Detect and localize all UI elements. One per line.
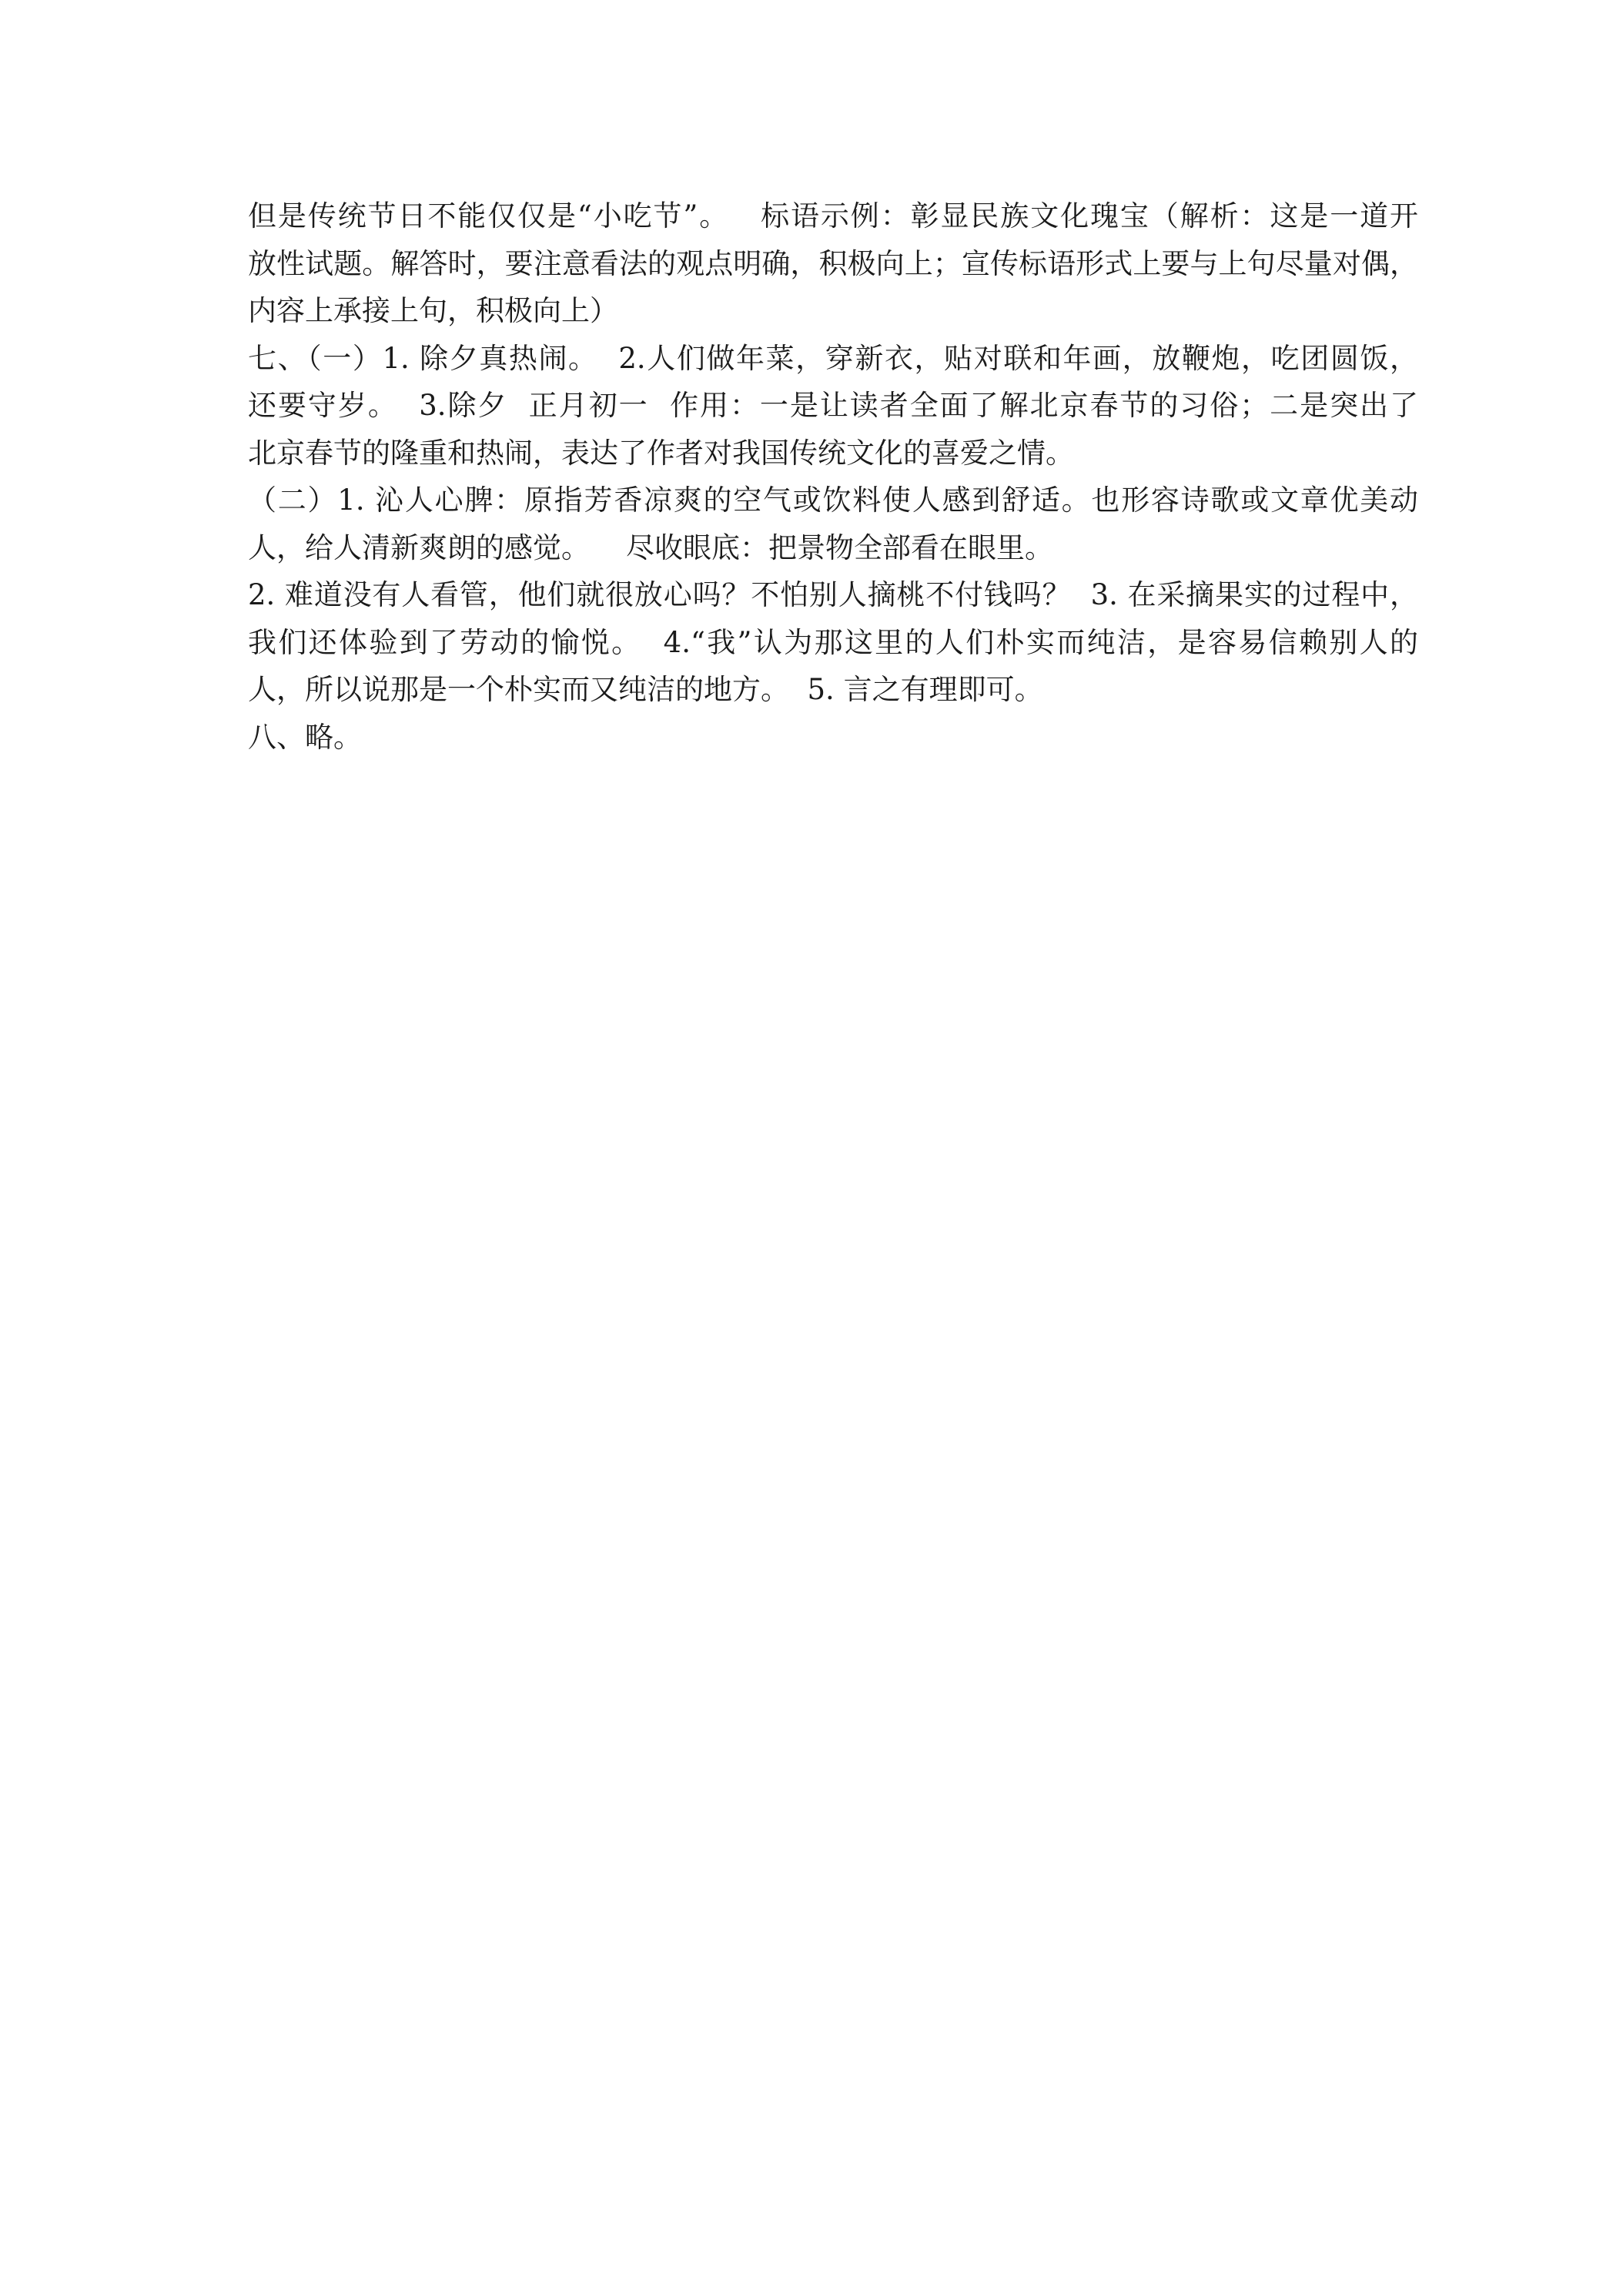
text-line: 北京春节的隆重和热闹，表达了作者对我国传统文化的喜爱之情。	[248, 436, 1074, 470]
text-line: 但是传统节日不能仅仅是“小吃节”。 标语示例：彰显民族文化瑰宝（解析：这是一道开	[248, 199, 1418, 233]
text-line: 人，给人清新爽朗的感觉。 尽收眼底：把景物全部看在眼里。	[248, 530, 1054, 564]
text-line: 七、（一）1. 除夕真热闹。 2.人们做年菜，穿新衣，贴对联和年画，放鞭炮，吃团圆饭，	[248, 341, 1418, 375]
text-line: 放性试题。解答时，要注意看法的观点明确，积极向上；宣传标语形式上要与上句尽量对偶，	[248, 246, 1418, 280]
text-line: 我们还体验到了劳动的愉悦。 4.“我”认为那这里的人们朴实而纯洁，是容易信赖别人的	[248, 625, 1418, 659]
text-line: 八、略。	[248, 720, 362, 754]
text-line: 还要守岁。 3.除夕 正月初一 作用：一是让读者全面了解北京春节的习俗；二是突出了	[248, 389, 1418, 422]
text-line: 人，所以说那是一个朴实而又纯洁的地方。 5. 言之有理即可。	[248, 673, 1043, 706]
text-line: 内容上承接上句，积极向上）	[248, 294, 618, 327]
text-line: 2. 难道没有人看管，他们就很放心吗？不怕别人摘桃不付钱吗？ 3. 在采摘果实的过程中，	[248, 578, 1418, 611]
text-line: （二）1. 沁人心脾：原指芳香凉爽的空气或饮料使人感到舒适。也形容诗歌或文章优美动	[248, 484, 1418, 517]
answer-text-block	[248, 192, 1418, 761]
